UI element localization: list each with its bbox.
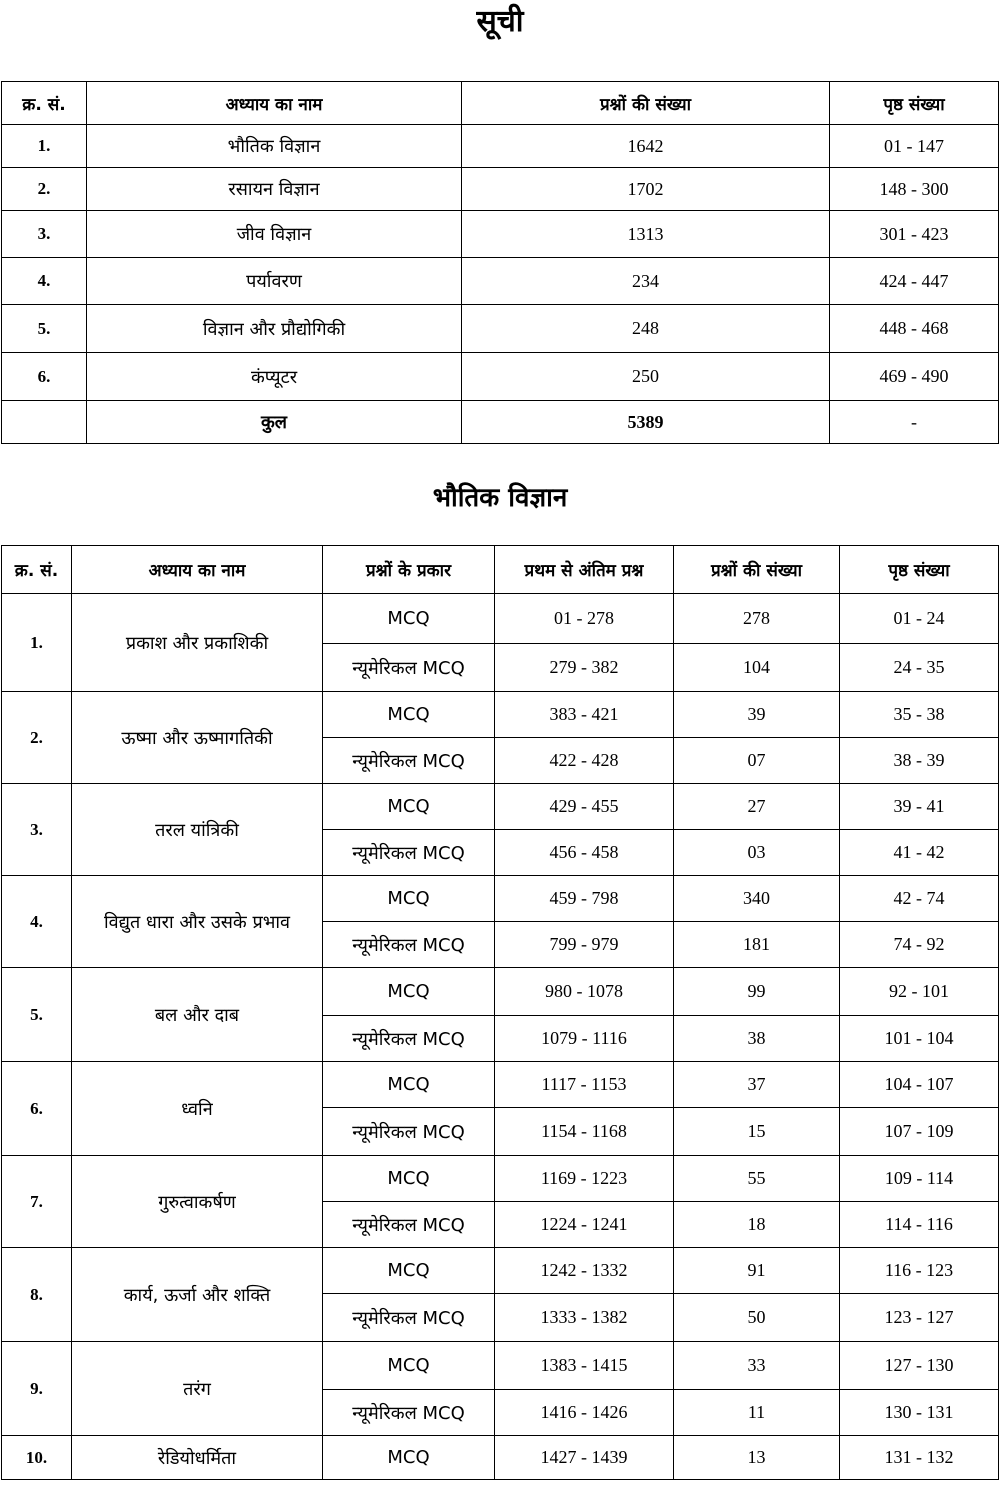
chapter-name: तरंग [72,1342,323,1436]
question-type: MCQ [323,1436,495,1480]
serial-number: 10. [2,1436,72,1480]
total-pages: - [830,401,999,444]
serial-number: 6. [2,353,87,401]
page-range: 424 - 447 [830,258,999,305]
chapter-name: कार्य, ऊर्जा और शक्ति [72,1248,323,1342]
question-type: न्यूमेरिकल MCQ [323,830,495,876]
question-range: 1427 - 1439 [495,1436,674,1480]
question-count: 99 [674,968,840,1016]
page-range: 448 - 468 [830,305,999,353]
question-count: 39 [674,692,840,738]
table-row [2,1062,999,1108]
question-type: MCQ [323,784,495,830]
chapter-name: बल और दाब [72,968,323,1062]
question-range: 1169 - 1223 [495,1156,674,1202]
question-type: न्यूमेरिकल MCQ [323,644,495,692]
question-count: 11 [674,1390,840,1436]
question-count: 27 [674,784,840,830]
question-range: 1333 - 1382 [495,1294,674,1342]
question-range: 1079 - 1116 [495,1016,674,1062]
page-range: 42 - 74 [840,876,999,922]
question-count: 340 [674,876,840,922]
question-count: 91 [674,1248,840,1294]
question-count: 250 [462,353,830,401]
physics-header-row [2,546,999,594]
question-type: MCQ [323,968,495,1016]
page-range: 130 - 131 [840,1390,999,1436]
table-row [2,594,999,644]
question-range: 1117 - 1153 [495,1062,674,1108]
chapter-name: प्रकाश और प्रकाशिकी [72,594,323,692]
page-range: 127 - 130 [840,1342,999,1390]
question-type: न्यूमेरिकल MCQ [323,922,495,968]
header-question-type: प्रश्नों के प्रकार [323,546,495,594]
question-count: 55 [674,1156,840,1202]
chapter-name: पर्यावरण [87,258,462,305]
question-type: MCQ [323,1248,495,1294]
chapter-name: रेडियोधर्मिता [72,1436,323,1480]
physics-table [1,545,999,1480]
header-serial: क्र. सं. [2,82,87,125]
serial-number: 4. [2,258,87,305]
chapter-name: तरल यांत्रिकी [72,784,323,876]
question-type: MCQ [323,692,495,738]
question-type: न्यूमेरिकल MCQ [323,738,495,784]
page-range: 123 - 127 [840,1294,999,1342]
header-question-count: प्रश्नों की संख्या [462,82,830,125]
empty-cell [2,401,87,444]
total-count: 5389 [462,401,830,444]
question-range: 279 - 382 [495,644,674,692]
chapter-name: कंप्यूटर [87,353,462,401]
page-range: 24 - 35 [840,644,999,692]
question-type: MCQ [323,594,495,644]
question-count: 1313 [462,211,830,258]
question-type: MCQ [323,1342,495,1390]
summary-header-row [2,82,999,125]
chapter-name: जीव विज्ञान [87,211,462,258]
page-range: 39 - 41 [840,784,999,830]
question-count: 234 [462,258,830,305]
question-count: 37 [674,1062,840,1108]
question-count: 104 [674,644,840,692]
table-row [2,168,999,211]
serial-number: 5. [2,968,72,1062]
serial-number: 5. [2,305,87,353]
serial-number: 9. [2,1342,72,1436]
table-row [2,784,999,830]
question-range: 1154 - 1168 [495,1108,674,1156]
page-range: 109 - 114 [840,1156,999,1202]
page-range: 92 - 101 [840,968,999,1016]
table-row [2,1156,999,1202]
question-count: 07 [674,738,840,784]
page-range: 301 - 423 [830,211,999,258]
question-range: 422 - 428 [495,738,674,784]
page-range: 101 - 104 [840,1016,999,1062]
page-range: 131 - 132 [840,1436,999,1480]
question-count: 248 [462,305,830,353]
page-range: 469 - 490 [830,353,999,401]
question-range: 980 - 1078 [495,968,674,1016]
table-row [2,1342,999,1390]
table-row [2,353,999,401]
header-page-numbers: पृष्ठ संख्या [830,82,999,125]
page-range: 107 - 109 [840,1108,999,1156]
chapter-name: ध्वनि [72,1062,323,1156]
header-question-range: प्रथम से अंतिम प्रश्न [495,546,674,594]
question-count: 181 [674,922,840,968]
question-count: 1642 [462,125,830,168]
page-title: सूची [476,4,524,39]
question-count: 33 [674,1342,840,1390]
serial-number: 4. [2,876,72,968]
question-type: MCQ [323,876,495,922]
page-range: 35 - 38 [840,692,999,738]
section-title-physics: भौतिक विज्ञान [432,483,568,513]
chapter-name: विद्युत धारा और उसके प्रभाव [72,876,323,968]
total-label: कुल [87,401,462,444]
table-row [2,305,999,353]
question-type: न्यूमेरिकल MCQ [323,1016,495,1062]
question-range: 799 - 979 [495,922,674,968]
serial-number: 6. [2,1062,72,1156]
question-count: 50 [674,1294,840,1342]
question-count: 278 [674,594,840,644]
question-range: 459 - 798 [495,876,674,922]
page-range: 38 - 39 [840,738,999,784]
page-range: 01 - 147 [830,125,999,168]
question-count: 13 [674,1436,840,1480]
serial-number: 1. [2,125,87,168]
page-range: 01 - 24 [840,594,999,644]
question-type: MCQ [323,1062,495,1108]
page-range: 104 - 107 [840,1062,999,1108]
question-type: न्यूमेरिकल MCQ [323,1108,495,1156]
chapter-name: ऊष्मा और ऊष्मागतिकी [72,692,323,784]
page-range: 114 - 116 [840,1202,999,1248]
page-range: 41 - 42 [840,830,999,876]
header-chapter-name: अध्याय का नाम [87,82,462,125]
header-chapter-name: अध्याय का नाम [72,546,323,594]
table-row [2,1436,999,1480]
table-row [2,692,999,738]
table-row [2,125,999,168]
question-range: 01 - 278 [495,594,674,644]
header-serial: क्र. सं. [2,546,72,594]
question-type: न्यूमेरिकल MCQ [323,1202,495,1248]
chapter-name: भौतिक विज्ञान [87,125,462,168]
question-range: 456 - 458 [495,830,674,876]
question-count: 38 [674,1016,840,1062]
question-range: 1383 - 1415 [495,1342,674,1390]
header-page-numbers: पृष्ठ संख्या [840,546,999,594]
question-range: 383 - 421 [495,692,674,738]
question-count: 03 [674,830,840,876]
serial-number: 1. [2,594,72,692]
table-row [2,258,999,305]
chapter-name: विज्ञान और प्रौद्योगिकी [87,305,462,353]
question-type: न्यूमेरिकल MCQ [323,1390,495,1436]
serial-number: 8. [2,1248,72,1342]
serial-number: 3. [2,784,72,876]
serial-number: 7. [2,1156,72,1248]
serial-number: 2. [2,692,72,784]
chapter-name: गुरुत्वाकर्षण [72,1156,323,1248]
page-range: 116 - 123 [840,1248,999,1294]
question-range: 1242 - 1332 [495,1248,674,1294]
question-count: 1702 [462,168,830,211]
question-type: न्यूमेरिकल MCQ [323,1294,495,1342]
question-range: 1224 - 1241 [495,1202,674,1248]
table-row [2,876,999,922]
table-row [2,1248,999,1294]
question-count: 15 [674,1108,840,1156]
question-count: 18 [674,1202,840,1248]
header-question-count: प्रश्नों की संख्या [674,546,840,594]
question-range: 429 - 455 [495,784,674,830]
chapter-name: रसायन विज्ञान [87,168,462,211]
serial-number: 3. [2,211,87,258]
table-row [2,211,999,258]
page-range: 74 - 92 [840,922,999,968]
table-row [2,968,999,1016]
total-row [2,401,999,444]
page-range: 148 - 300 [830,168,999,211]
serial-number: 2. [2,168,87,211]
question-range: 1416 - 1426 [495,1390,674,1436]
question-type: MCQ [323,1156,495,1202]
summary-table [1,81,999,444]
